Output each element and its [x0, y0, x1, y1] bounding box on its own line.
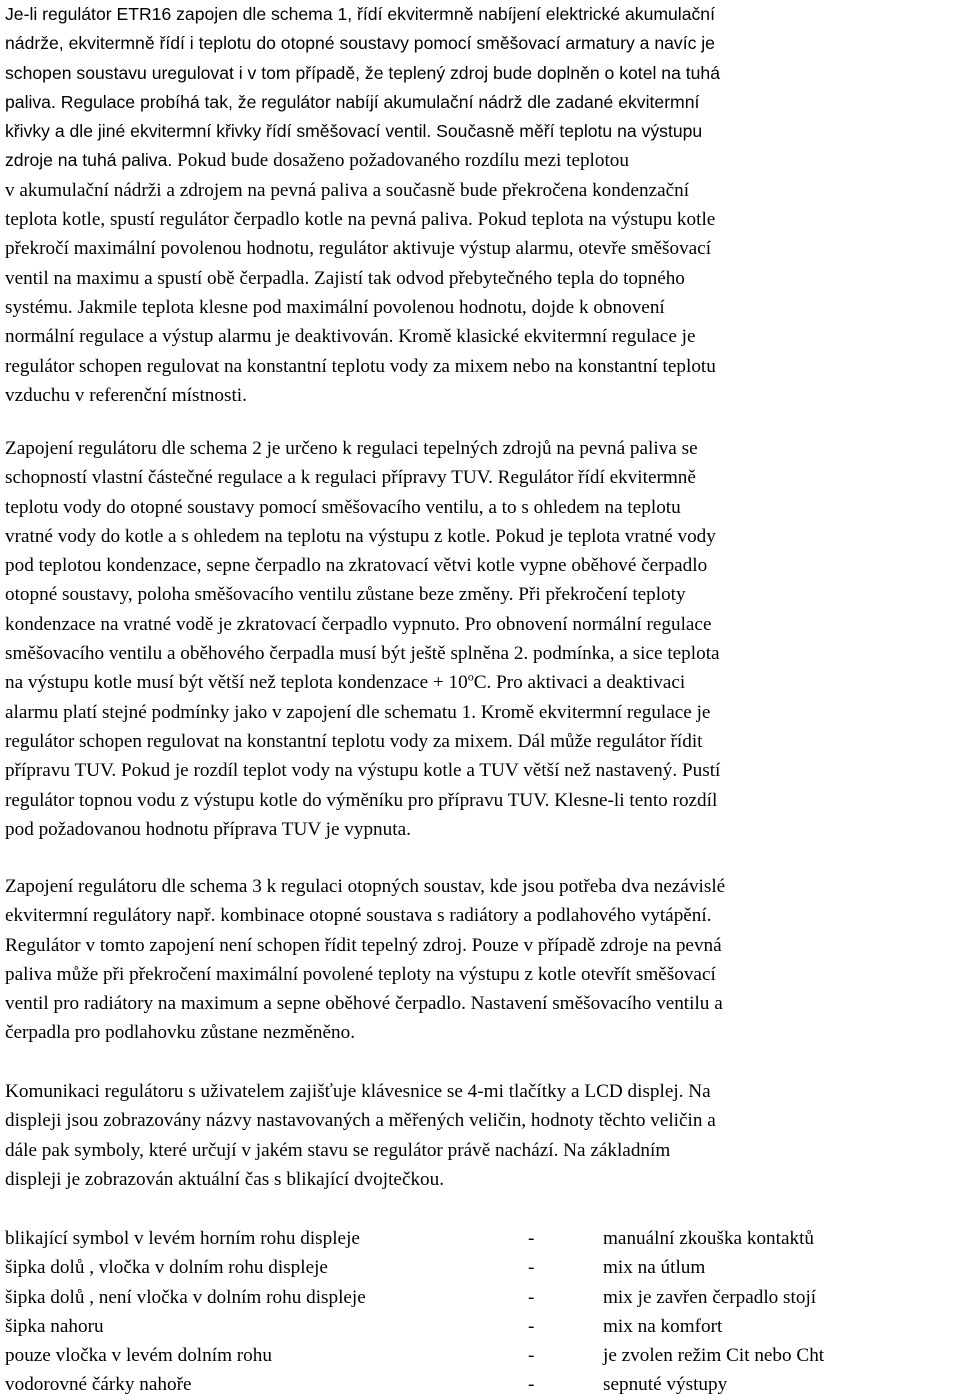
text-line — [5, 322, 955, 351]
text-run: Zapojení regulátoru dle schema 3 k regulaci otopných soustav, kde jsou potřeba dva nezávislé — [5, 876, 726, 897]
text-run: na výstupu kotle musí být větší než teplota kondenzace + 10 — [5, 672, 468, 694]
text-line — [5, 610, 955, 639]
text-run: C. Pro aktivaci a deaktivaci — [473, 672, 686, 694]
text-line — [5, 1018, 955, 1047]
text-line — [5, 29, 955, 58]
text-line — [5, 931, 955, 960]
text-line — [5, 756, 955, 785]
legend-symbol-description: šipka dolů , vločka v dolním rohu displeje — [5, 1257, 328, 1279]
text-run: displeji jsou zobrazovány názvy nastavovaných a měřených veličin, hodnoty těchto veličin a — [5, 1110, 716, 1132]
paragraph-schema-2 — [5, 434, 955, 844]
text-run: alarmu platí stejné podmínky jako v zapojení dle schematu 1. Kromě ekvitermní regulace je — [5, 701, 711, 723]
legend-row — [5, 1370, 955, 1399]
text-line — [5, 960, 955, 989]
text-run: normální regulace a výstup alarmu je deaktivován. Kromě klasické ekvitermní regulace je — [5, 326, 696, 348]
text-line — [5, 522, 955, 551]
text-line — [5, 434, 955, 463]
text-line — [5, 901, 955, 930]
legend-meaning: mix na komfort — [603, 1315, 723, 1337]
text-run: ventil na maximu a spustí obě čerpadla. Zajistí tak odvod přebytečného tepla do topného — [5, 267, 685, 289]
text-run: zdroje na tuhá paliva. — [5, 150, 178, 171]
text-run: Je-li regulátor ETR16 zapojen dle schema 1, řídí ekvitermně nabíjení elektrické akumulační — [5, 4, 715, 24]
text-line — [5, 1136, 955, 1165]
legend-dash: - — [528, 1257, 535, 1279]
text-line — [5, 727, 955, 756]
text-line — [5, 698, 955, 727]
text-line — [5, 234, 955, 263]
text-line — [5, 0, 955, 29]
text-line — [5, 463, 955, 492]
superscript-degree: o — [467, 669, 474, 684]
text-run: displeji je zobrazován aktuální čas s blikající dvojtečkou. — [5, 1168, 445, 1190]
text-run: ventil pro radiátory na maximum a sepne oběhové čerpadlo. Nastavení směšovacího ventilu a — [5, 993, 723, 1015]
legend-meaning: manuální zkouška kontaktů — [603, 1228, 815, 1249]
text-run: regulátor topnou vodu z výstupu kotle do výměníku pro přípravu TUV. Klesne-li tento rozdíl — [5, 789, 718, 811]
legend-dash: - — [528, 1228, 535, 1249]
text-run: pod požadovanou hodnotu příprava TUV je vypnuta. — [5, 818, 411, 840]
text-run: Pokud bude dosaženo požadovaného rozdílu mezi teplotou — [177, 150, 629, 172]
text-line — [5, 59, 955, 88]
text-line — [5, 872, 955, 901]
legend-row — [5, 1341, 955, 1370]
text-run: Zapojení regulátoru dle schema 2 je určeno k regulaci tepelných zdrojů na pevná paliva se — [5, 438, 698, 459]
legend-dash: - — [528, 1345, 535, 1367]
text-run: dále pak symboly, které určují v jakém stavu se regulátor právě nachází. Na základním — [5, 1139, 671, 1161]
text-run: paliva. Regulace probíhá tak, že regulátor nabíjí akumulační nádrž dle zadané ekvitermní — [5, 91, 700, 112]
text-run: regulátor schopen regulovat na konstantní teplotu vody za mixem nebo na konstantní teplotu — [5, 355, 716, 377]
text-run: čerpadla pro podlahovku zůstane nezměněno. — [5, 1022, 356, 1044]
text-line — [5, 668, 955, 697]
legend-dash: - — [528, 1286, 535, 1308]
text-line — [5, 293, 955, 322]
legend-dash: - — [528, 1374, 535, 1396]
text-line — [5, 989, 955, 1018]
text-line — [5, 176, 955, 205]
paragraph-schema-1 — [5, 0, 955, 410]
text-run: nádrže, ekvitermně řídí i teplotu do otopné soustavy pomocí směšovací armatury a navíc je — [5, 33, 715, 54]
text-line — [5, 381, 955, 410]
legend-meaning: je zvolen režim Cit nebo Cht — [603, 1345, 825, 1367]
text-line — [5, 352, 955, 381]
text-run: křivky a dle jiné ekvitermní křivky řídí směšovací ventil. Současně měří teplotu na výstupu — [5, 121, 703, 142]
text-line — [5, 1165, 955, 1194]
text-run: ekvitermní regulátory např. kombinace otopné soustava s radiátory a podlahového vytápění. — [5, 905, 712, 927]
legend-symbol-description: šipka nahoru — [5, 1315, 104, 1337]
display-symbols-legend — [5, 1224, 955, 1400]
text-line — [5, 786, 955, 815]
text-line — [5, 117, 955, 146]
text-run: otopné soustavy, poloha směšovacího ventilu zůstane beze změny. Při překročení teploty — [5, 584, 686, 606]
paragraph-communication — [5, 1077, 955, 1194]
legend-symbol-description: blikající symbol v levém horním rohu displeje — [5, 1228, 360, 1249]
legend-row — [5, 1312, 955, 1341]
text-run: směšovacího ventilu a oběhového čerpadla musí být ještě splněna 2. podmínka, a sice teplota — [5, 643, 720, 665]
text-line — [5, 1077, 955, 1106]
legend-dash: - — [528, 1315, 535, 1337]
text-run: vzduchu v referenční místnosti. — [5, 384, 247, 406]
text-line — [5, 264, 955, 293]
text-run: schopností vlastní částečné regulace a k regulaci přípravy TUV. Regulátor řídí ekvitermně — [5, 467, 696, 489]
text-run: přípravu TUV. Pokud je rozdíl teplot vody na výstupu kotle a TUV větší než nastavený. Pustí — [5, 760, 721, 782]
text-line — [5, 580, 955, 609]
text-run: systému. Jakmile teplota klesne pod maximální povolenou hodnotu, dojde k obnovení — [5, 296, 665, 318]
legend-symbol-description: pouze vločka v levém dolním rohu — [5, 1345, 272, 1367]
text-run: regulátor schopen regulovat na konstantní teplotu vody za mixem. Dál může regulátor řídit — [5, 730, 703, 752]
legend-meaning: mix je zavřen čerpadlo stojí — [603, 1286, 817, 1308]
text-run: pod teplotou kondenzace, sepne čerpadlo na zkratovací větvi kotle vypne oběhové čerpadlo — [5, 555, 708, 577]
text-line — [5, 1106, 955, 1135]
text-run: kondenzace na vratné vodě je zkratovací čerpadlo vypnuto. Pro obnovení normální regulace — [5, 613, 712, 635]
text-line — [5, 493, 955, 522]
legend-symbol-description: vodorovné čárky nahoře — [5, 1374, 192, 1396]
text-run: Regulátor v tomto zapojení není schopen řídit tepelný zdroj. Pouze v případě zdroje na pevná — [5, 934, 722, 956]
text-line — [5, 146, 955, 175]
paragraph-schema-3 — [5, 872, 955, 1048]
text-run: překročí maximální povolenou hodnotu, regulátor aktivuje výstup alarmu, otevře směšovací — [5, 238, 712, 260]
text-run: teplotu vody do otopné soustavy pomocí směšovacího ventilu, a to s ohledem na teplotu — [5, 496, 681, 518]
legend-row — [5, 1253, 955, 1282]
text-run: schopen soustavu uregulovat i v tom případě, že teplený zdroj bude doplněn o kotel na tuhá — [5, 62, 720, 83]
text-line — [5, 88, 955, 117]
legend-symbol-description: šipka dolů , není vločka v dolním rohu displeje — [5, 1286, 366, 1308]
legend-meaning: sepnuté výstupy — [603, 1374, 728, 1396]
text-line — [5, 551, 955, 580]
legend-meaning: mix na útlum — [603, 1257, 706, 1279]
text-run: paliva může při překročení maximální povolené teploty na výstupu z kotle otevřít směšovací — [5, 963, 716, 985]
text-line — [5, 639, 955, 668]
text-run: v akumulační nádrži a zdrojem na pevná paliva a současně bude překročena kondenzační — [5, 179, 690, 201]
text-line — [5, 815, 955, 844]
legend-row — [5, 1224, 955, 1253]
text-run: Komunikaci regulátoru s uživatelem zajišťuje klávesnice se 4-mi tlačítky a LCD displej. Na — [5, 1081, 711, 1102]
text-run: vratné vody do kotle a s ohledem na teplotu na výstupu z kotle. Pokud je teplota vratné vody — [5, 525, 716, 547]
legend-row — [5, 1283, 955, 1312]
text-run: teplota kotle, spustí regulátor čerpadlo kotle na pevná paliva. Pokud teplota na výstupu kotle — [5, 209, 716, 231]
text-line — [5, 205, 955, 234]
